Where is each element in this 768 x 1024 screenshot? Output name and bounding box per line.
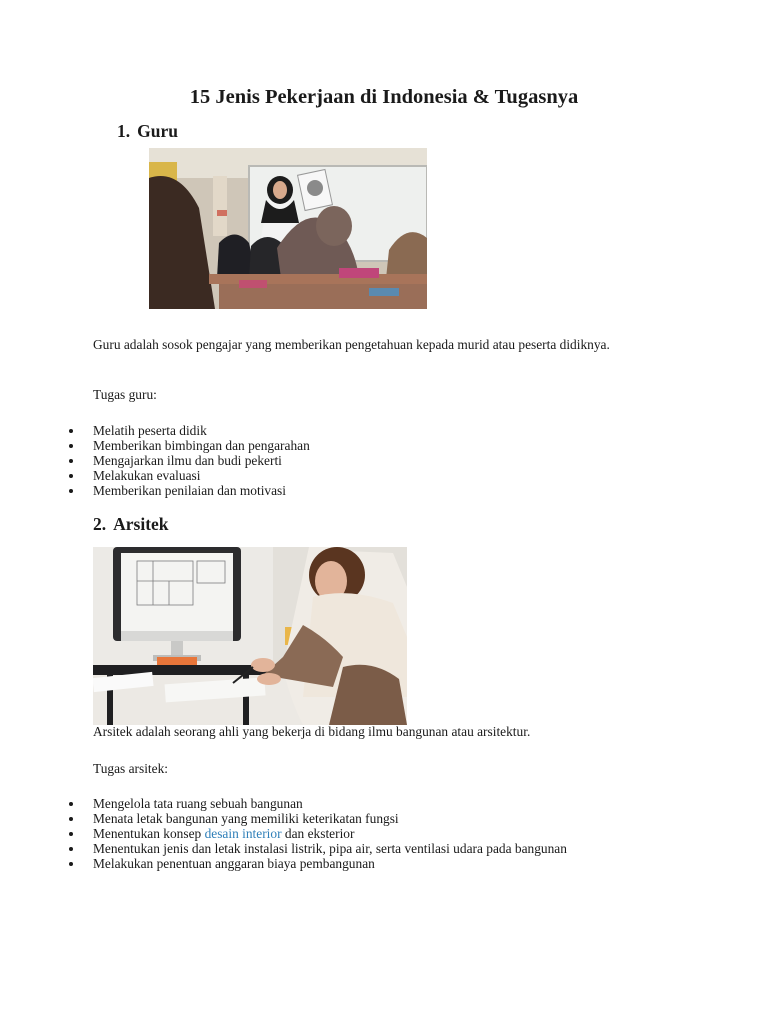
bullet-icon bbox=[69, 862, 73, 866]
architect-desk-photo bbox=[93, 547, 407, 725]
desain-interior-link[interactable]: desain interior bbox=[204, 826, 282, 842]
list-item: Mengelola tata ruang sebuah bangunan bbox=[93, 796, 567, 811]
section-number: 2. bbox=[93, 514, 107, 534]
section-heading-arsitek bbox=[93, 514, 169, 535]
list-item: Memberikan bimbingan dan pengarahan bbox=[93, 438, 310, 453]
section-title: Guru bbox=[137, 121, 178, 141]
tasks-list-arsitek bbox=[93, 796, 567, 871]
list-item: Memberikan penilaian dan motivasi bbox=[93, 483, 310, 498]
tasks-list-guru bbox=[93, 423, 310, 498]
bullet-icon bbox=[69, 802, 73, 806]
tasks-label: Tugas guru: bbox=[93, 387, 157, 402]
page-title: 15 Jenis Pekerjaan di Indonesia & Tugasnya bbox=[189, 86, 579, 108]
teacher-classroom-photo bbox=[149, 148, 427, 309]
section-heading-guru bbox=[117, 121, 178, 142]
bullet-icon bbox=[69, 429, 73, 433]
bullet-icon bbox=[69, 817, 73, 821]
bullet-icon bbox=[69, 459, 73, 463]
list-item: Melakukan penentuan anggaran biaya pembangunan bbox=[93, 856, 567, 871]
section-description: Arsitek adalah seorang ahli yang bekerja di bidang ilmu bangunan atau arsitektur. bbox=[93, 724, 531, 739]
bullet-icon bbox=[69, 444, 73, 448]
bullet-icon bbox=[69, 832, 73, 836]
list-item: Melatih peserta didik bbox=[93, 423, 310, 438]
bullet-icon bbox=[69, 489, 73, 493]
list-item: Menentukan jenis dan letak instalasi listrik, pipa air, serta ventilasi udara pada bangunan bbox=[93, 841, 567, 856]
section-description: Guru adalah sosok pengajar yang memberikan pengetahuan kepada murid atau peserta didiknya. bbox=[93, 337, 610, 352]
section-title: Arsitek bbox=[113, 514, 169, 534]
list-item: Mengajarkan ilmu dan budi pekerti bbox=[93, 453, 310, 468]
bullet-icon bbox=[69, 847, 73, 851]
list-item: Melakukan evaluasi bbox=[93, 468, 310, 483]
list-item: Menata letak bangunan yang memiliki keterikatan fungsi bbox=[93, 811, 567, 826]
tasks-label: Tugas arsitek: bbox=[93, 761, 169, 776]
section-number: 1. bbox=[117, 121, 131, 141]
list-item: Menentukan konsep desain interior dan eksterior bbox=[93, 826, 567, 841]
bullet-icon bbox=[69, 474, 73, 478]
